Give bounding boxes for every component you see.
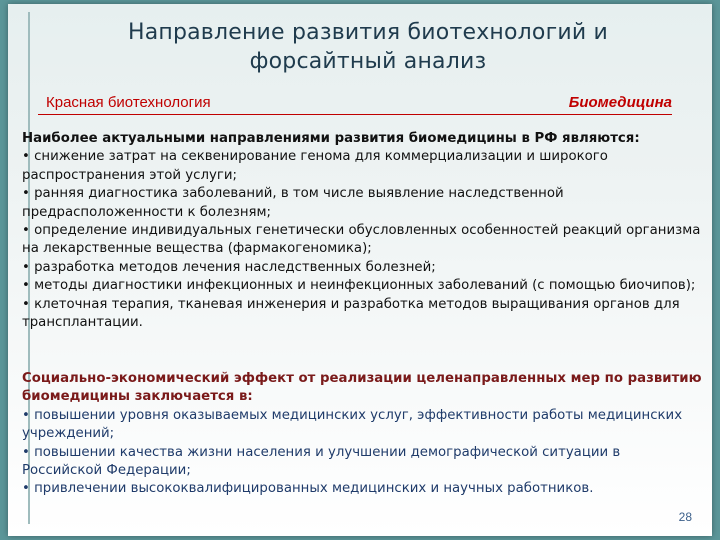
title-line-2: форсайтный анализ	[249, 49, 487, 74]
list-item: • ранняя диагностика заболеваний, в том числе выявление наследственной предрасположенности к болезням;	[22, 186, 564, 220]
section-effects	[22, 370, 702, 499]
list-item: • клеточная терапия, тканевая инженерия и разработка методов выращивания органов для трансплантации.	[22, 296, 680, 331]
list-item: • повышении качества жизни населения и улучшении демографической ситуации в Российской Федерации;	[22, 444, 621, 479]
subheader-right: Биомедицина	[568, 94, 672, 111]
section-heading: Социально-экономический эффект от реализации целенаправленных мер по развитию биомедицины заключается в:	[22, 371, 702, 405]
list-item: • привлечении высококвалифицированных медицинских и научных работников.	[22, 481, 594, 497]
section-priorities	[22, 130, 702, 332]
subheader-left: Красная биотехнология	[46, 94, 211, 111]
list-item: • снижение затрат на секвенирование генома для коммерциализации и широкого распространения этой услуги;	[22, 149, 608, 183]
subheader	[38, 92, 672, 115]
page-number: 28	[678, 510, 692, 524]
title-line-1: Направление развития биотехнологий и	[127, 20, 609, 45]
list-item: • разработка методов лечения наследственных болезней;	[22, 259, 436, 275]
slide	[8, 4, 712, 536]
list-item: • методы диагностики инфекционных и неинфекционных заболеваний (с помощью биочипов);	[22, 278, 696, 294]
section-heading: Наиболее актуальными направлениями развития биомедицины в РФ являются:	[22, 131, 640, 146]
list-item: • повышении уровня оказываемых медицинских услуг, эффективности работы медицинских учреждений;	[22, 407, 683, 442]
slide-title	[68, 18, 668, 76]
list-item: • определение индивидуальных генетически обусловленных особенностей реакций организма на лекарственные вещества (фармакогеномика);	[22, 223, 701, 257]
